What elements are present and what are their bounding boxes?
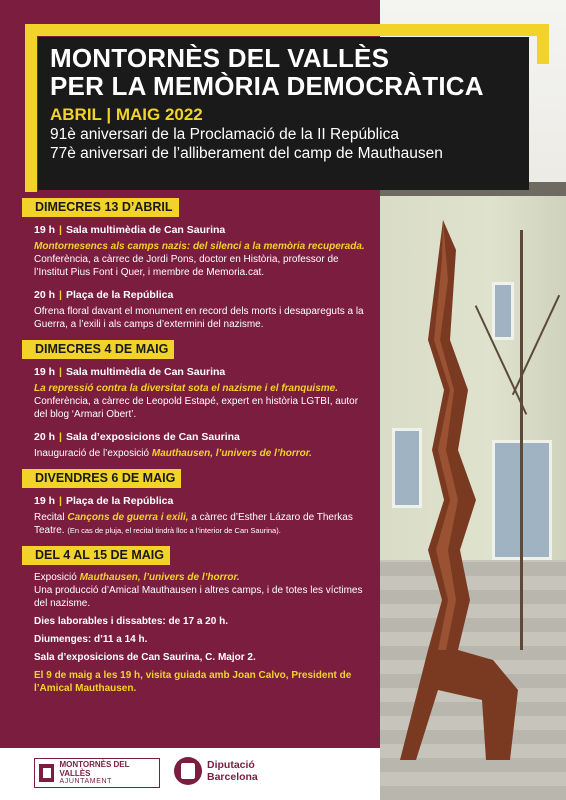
event-note: (En cas de pluja, el recital tindrà lloc a l’interior de Can Saurina). xyxy=(67,526,281,535)
day-label: DIVENDRES 6 DE MAIG xyxy=(22,469,181,488)
footer xyxy=(0,748,380,800)
event-header xyxy=(34,288,372,302)
separator: | xyxy=(59,224,62,236)
day-label: DIMECRES 13 D’ABRIL xyxy=(22,198,179,217)
bracket-corner xyxy=(537,24,549,64)
event-highlight: Mauthausen, l’univers de l’horror. xyxy=(79,572,240,583)
exhibition-hours-weekdays: Dies laborables i dissabtes: de 17 a 20 h. xyxy=(34,616,228,627)
event-description xyxy=(34,305,372,331)
title-line-2: PER LA MEMÒRIA DEMOCRÀTICA xyxy=(50,71,484,101)
sculpture-illustration xyxy=(398,220,518,760)
exhibition-hours-sundays: Diumenges: d’11 a 14 h. xyxy=(34,634,148,645)
event-description xyxy=(34,382,372,421)
diputacio-emblem-icon xyxy=(174,757,202,785)
day-section xyxy=(22,546,372,695)
subtitle-2: 77è aniversari de l’alliberament del camp de Mauthausen xyxy=(50,145,443,162)
event-header xyxy=(34,430,372,444)
coat-of-arms-icon xyxy=(39,764,54,782)
page-title xyxy=(50,44,517,100)
diputacio-logo xyxy=(174,757,258,785)
event-highlight: Mauthausen, l’univers de l’horror. xyxy=(151,448,312,459)
event-highlight: La repressió contra la diversitat sota el nazisme i el franquisme. xyxy=(34,383,339,394)
event-text: Inauguració de l’exposició xyxy=(34,448,152,459)
exhibition-item xyxy=(22,571,372,695)
event-description xyxy=(34,571,372,610)
event-place: Plaça de la República xyxy=(65,289,174,301)
logo-subtitle: AJUNTAMENT xyxy=(59,778,112,785)
event-time: 19 h xyxy=(34,224,56,236)
separator: | xyxy=(59,495,62,507)
separator: | xyxy=(59,431,62,443)
event-item xyxy=(22,430,372,460)
logo-name: Diputació xyxy=(207,759,255,771)
event-description xyxy=(34,240,372,279)
event-description xyxy=(34,447,372,460)
event-time: 19 h xyxy=(34,495,56,507)
event-text: Conferència, a càrrec de Jordi Pons, doctor en Història, professor de l’Institut Pius Font i Quer, i membre de Memoria.cat. xyxy=(34,254,339,278)
event-item xyxy=(22,223,372,279)
exhibition-place: Sala d’exposicions de Can Saurina, C. Major 2. xyxy=(34,652,256,663)
day-section xyxy=(22,340,372,460)
event-header xyxy=(34,494,372,508)
logo-name: MONTORNÈS DEL VALLÈS xyxy=(59,760,130,778)
event-description xyxy=(34,511,372,537)
day-section xyxy=(22,198,372,331)
event-text: Ofrena floral davant el monument en record dels morts i desapareguts a la Guerra, a l’exili i als camps d’extermini del nazisme. xyxy=(34,306,364,330)
day-label: DEL 4 AL 15 DE MAIG xyxy=(22,546,170,565)
title-box xyxy=(38,37,529,190)
event-header xyxy=(34,223,372,237)
event-item xyxy=(22,288,372,331)
title-line-1: MONTORNÈS DEL VALLÈS xyxy=(50,43,390,73)
tree-trunk xyxy=(520,230,523,650)
event-text: Exposició xyxy=(34,572,80,583)
event-time: 20 h xyxy=(34,289,56,301)
event-item xyxy=(22,494,372,537)
event-header xyxy=(34,365,372,379)
event-text: a càrrec d’Esther Lázaro de Therkas Teatre. xyxy=(34,512,353,536)
event-place: Sala multimèdia de Can Saurina xyxy=(65,366,226,378)
day-label: DIMECRES 4 DE MAIG xyxy=(22,340,174,359)
montornes-logo xyxy=(34,758,160,788)
guided-visit: El 9 de maig a les 19 h, visita guiada amb Joan Calvo, President de l’Amical Mauthausen. xyxy=(34,670,352,694)
event-time: 20 h xyxy=(34,431,56,443)
subtitle-1: 91è aniversari de la Proclamació de la II República xyxy=(50,126,399,143)
event-highlight: Cançons de guerra i exili, xyxy=(67,512,189,523)
sculpture-shape xyxy=(400,220,518,760)
event-text: Una producció d’Amical Mauthausen i altres camps, i de totes les víctimes del nazisme. xyxy=(34,585,363,609)
event-highlight: Montornesencs als camps nazis: del silenci a la memòria recuperada. xyxy=(34,241,365,252)
day-section xyxy=(22,469,372,537)
event-text: Conferència, a càrrec de Leopold Estapé, expert en història LGTBI, autor del blog ‘Armari Obert’. xyxy=(34,396,359,420)
event-place: Sala d’exposicions de Can Saurina xyxy=(65,431,240,443)
event-text: Recital xyxy=(34,512,68,523)
event-place: Sala multimèdia de Can Saurina xyxy=(65,224,226,236)
date-range: ABRIL | MAIG 2022 xyxy=(50,105,203,124)
program-content xyxy=(22,198,372,695)
event-place: Plaça de la República xyxy=(65,495,174,507)
logo-city: Barcelona xyxy=(207,771,258,783)
separator: | xyxy=(59,366,62,378)
event-item xyxy=(22,365,372,421)
event-time: 19 h xyxy=(34,366,56,378)
separator: | xyxy=(59,289,62,301)
